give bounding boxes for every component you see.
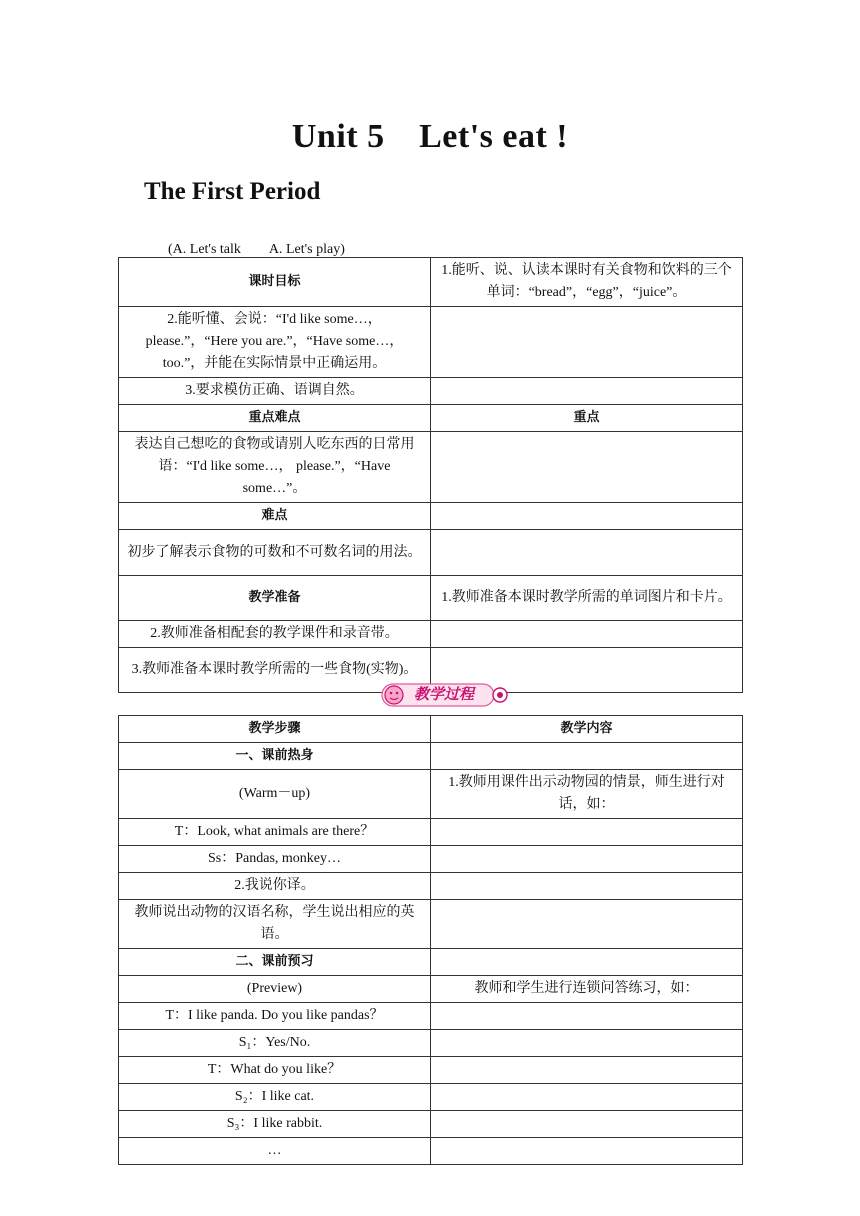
table-row [119, 900, 743, 949]
table-cell-right [431, 949, 743, 976]
table-cell-right [431, 1111, 743, 1138]
table-row [119, 432, 743, 503]
table-row [119, 1057, 743, 1084]
table-cell-right [431, 900, 743, 949]
table-row [119, 503, 743, 530]
table-row [119, 1138, 743, 1165]
table-cell-right [431, 530, 743, 576]
teaching-process-table [118, 715, 743, 1165]
table-cell-right [431, 846, 743, 873]
table-cell-right [431, 819, 743, 846]
table-cell-left: (Warm－up) [119, 770, 431, 819]
table-cell-right [431, 1003, 743, 1030]
table-cell-left: 课时目标 [119, 258, 431, 307]
table-cell-right [431, 743, 743, 770]
table-cell-right [431, 1030, 743, 1057]
table-cell-left: Ss：Pandas, monkey… [119, 846, 431, 873]
table-cell-right [431, 1138, 743, 1165]
table-cell-right [431, 432, 743, 503]
period-subtitle: The First Period [144, 178, 321, 205]
table-row [119, 530, 743, 576]
table-cell-right: 重点 [431, 405, 743, 432]
table-cell-left: 教师说出动物的汉语名称，学生说出相应的英语。 [119, 900, 431, 949]
table-cell-left: 2.能听懂、会说：“I'd like some…， please.”，“Here you are.”，“Have some…，too.”，并能在实际情景中正确运用。 [119, 307, 431, 378]
table-cell-left: 2.我说你译。 [119, 873, 431, 900]
table-cell-left: 2.教师准备相配套的教学课件和录音带。 [119, 621, 431, 648]
table-row [119, 378, 743, 405]
table-cell-right [431, 1057, 743, 1084]
table-row [119, 1030, 743, 1057]
table-row [119, 949, 743, 976]
table-row [119, 716, 743, 743]
table-cell-left: … [119, 1138, 431, 1165]
table-row [119, 1003, 743, 1030]
table-cell-left: 3.要求模仿正确、语调自然。 [119, 378, 431, 405]
table-cell-left: T：I like panda. Do you like pandas？ [119, 1003, 431, 1030]
table-row [119, 873, 743, 900]
table-row [119, 819, 743, 846]
table-cell-right: 1.能听、说、认读本课时有关食物和饮料的三个单词：“bread”，“egg”，“juice”。 [431, 258, 743, 307]
table-cell-right [431, 378, 743, 405]
table-cell-right [431, 503, 743, 530]
table-cell-left: 重点难点 [119, 405, 431, 432]
table-cell-left: 表达自己想吃的食物或请别人吃东西的日常用语：“I'd like some…， please.”，“Have some…”。 [119, 432, 431, 503]
table-cell-left: 教学准备 [119, 576, 431, 621]
table-row [119, 576, 743, 621]
table-cell-left: 初步了解表示食物的可数和不可数名词的用法。 [119, 530, 431, 576]
table-row [119, 743, 743, 770]
lesson-scope: (A. Let's talk A. Let's play) [168, 242, 345, 257]
table-cell-left: (Preview) [119, 976, 431, 1003]
table-cell-right: 1.教师用课件出示动物园的情景，师生进行对话，如： [431, 770, 743, 819]
table-row [119, 976, 743, 1003]
table-cell-right [431, 307, 743, 378]
table-row [119, 770, 743, 819]
table-cell-right: 教学内容 [431, 716, 743, 743]
table-cell-left: 教学步骤 [119, 716, 431, 743]
table-cell-left: S₂：I like cat. [119, 1084, 431, 1111]
table-cell-left: 3.教师准备本课时教学所需的一些食物(实物)。 [119, 648, 431, 693]
table-cell-left: S₃：I like rabbit. [119, 1111, 431, 1138]
table-row [119, 846, 743, 873]
section-emblem-label: 教学过程 [414, 685, 475, 703]
table-cell-left: S₁：Yes/No. [119, 1030, 431, 1057]
table-cell-left: 一、课前热身 [119, 743, 431, 770]
table-cell-right [431, 621, 743, 648]
table-cell-right: 教师和学生进行连锁问答练习，如： [431, 976, 743, 1003]
table-cell-left: 二、课前预习 [119, 949, 431, 976]
table-cell-left: T：What do you like？ [119, 1057, 431, 1084]
table-row [119, 307, 743, 378]
table-cell-right [431, 1084, 743, 1111]
table-row [119, 1084, 743, 1111]
table-row [119, 1111, 743, 1138]
table-cell-right [431, 873, 743, 900]
table-cell-left: T：Look, what animals are there？ [119, 819, 431, 846]
table-cell-right: 1.教师准备本课时教学所需的单词图片和卡片。 [431, 576, 743, 621]
document-title: Unit 5 Let's eat ! [291, 118, 569, 155]
table-row [119, 621, 743, 648]
table-row [119, 405, 743, 432]
table-row [119, 258, 743, 307]
lesson-plan-table [118, 257, 743, 693]
table-cell-left: 难点 [119, 503, 431, 530]
